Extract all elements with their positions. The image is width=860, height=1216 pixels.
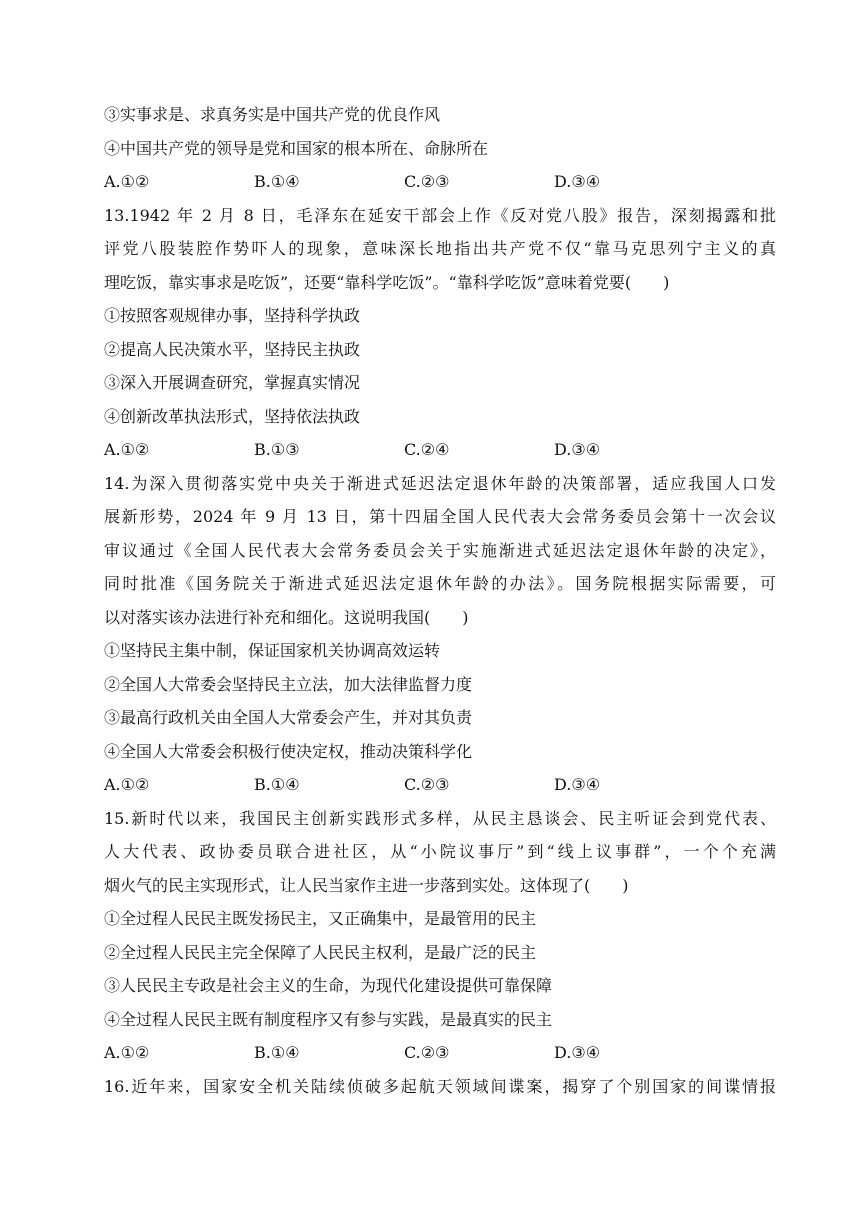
question-stem-line: 14.为深入贯彻落实党中央关于渐进式延迟法定退休年龄的决策部署，适应我国人口发	[104, 473, 776, 493]
statement: ③深入开展调查研究，掌握真实情况	[104, 373, 361, 392]
statement: ④全过程人民民主既有制度程序又有参与实践，是最真实的民主	[104, 1009, 553, 1029]
option-a: A.①②	[104, 172, 150, 191]
option-c: C.②③	[404, 1043, 450, 1062]
statement: ③实事求是、求真务实是中国共产党的优良作风	[104, 105, 441, 124]
option-a: A.①②	[104, 440, 150, 459]
question-stem-line: 13.1942 年 2 月 8 日，毛泽东在延安干部会上作《反对党八股》报告，深刻揭露和批	[104, 205, 776, 225]
option-d: D.③④	[554, 1043, 601, 1062]
question-stem-line: 烟火气的民主实现形式，让人民当家作主进一步落到实处。这体现了( )	[104, 875, 629, 895]
option-a: A.①②	[104, 1043, 150, 1062]
option-d: D.③④	[554, 775, 601, 794]
question-stem-line: 评党八股装腔作势吓人的现象，意味深长地指出共产党不仅“靠马克思列宁主义的真	[104, 239, 776, 258]
statement: ②全国人大常委会坚持民主立法，加大法律监督力度	[104, 674, 473, 694]
statement: ①全过程人民民主既发扬民主，又正确集中，是最管用的民主	[104, 909, 537, 928]
option-b: B.①③	[254, 440, 300, 459]
statement: ②全过程人民民主完全保障了人民民主权利，是最广泛的民主	[104, 942, 537, 962]
option-b: B.①④	[254, 1043, 300, 1062]
question-stem-line: 以对落实该办法进行补充和细化。这说明我国( )	[104, 607, 469, 627]
question-12-tail	[104, 98, 776, 199]
question-stem-line: 15.新时代以来，我国民主创新实践形式多样，从民主恳谈会、民主听证会到党代表、	[104, 808, 776, 828]
answer-options	[104, 433, 776, 467]
answer-options	[104, 1036, 776, 1070]
question-stem-line: 人大代表、政协委员联合进社区，从“小院议事厅”到“线上议事群”，一个个充满	[104, 842, 776, 861]
option-c: C.②④	[404, 440, 450, 459]
statement: ④全国人大常委会积极行使决定权，推动决策科学化	[104, 741, 473, 761]
answer-options	[104, 768, 776, 802]
statement: ④中国共产党的领导是党和国家的根本所在、命脉所在	[104, 138, 489, 158]
statement: ①按照客观规律办事，坚持科学执政	[104, 306, 361, 325]
option-c: C.②③	[404, 172, 450, 191]
question-stem-line: 审议通过《全国人民代表大会常务委员会关于实施渐进式延迟法定退休年龄的决定》，	[104, 540, 776, 560]
statement: ③人民民主专政是社会主义的生命，为现代化建设提供可靠保障	[104, 976, 553, 995]
option-a: A.①②	[104, 775, 150, 794]
statement: ④创新改革执法形式，坚持依法执政	[104, 406, 361, 426]
question-stem-line: 展新形势，2024 年 9 月 13 日，第十四届全国人民代表大会常务委员会第十一次会议	[104, 507, 776, 526]
statement: ③最高行政机关由全国人大常委会产生，并对其负责	[104, 708, 473, 727]
question-14	[104, 467, 776, 802]
question-15	[104, 802, 776, 1070]
option-b: B.①④	[254, 775, 300, 794]
question-16	[104, 1070, 776, 1104]
statement: ①坚持民主集中制，保证国家机关协调高效运转	[104, 641, 441, 660]
question-stem-line: 同时批准《国务院关于渐进式延迟法定退休年龄的办法》。国务院根据实际需要，可	[104, 574, 776, 593]
statement: ②提高人民决策水平，坚持民主执政	[104, 339, 361, 359]
question-stem-line: 理吃饭，靠实事求是吃饭”，还要“靠科学吃饭”。“靠科学吃饭”意味着党要( )	[104, 272, 670, 292]
option-c: C.②③	[404, 775, 450, 794]
option-b: B.①④	[254, 172, 300, 191]
answer-options	[104, 165, 776, 199]
option-d: D.③④	[554, 440, 601, 459]
exam-page	[104, 98, 776, 1103]
question-13	[104, 199, 776, 467]
option-d: D.③④	[554, 172, 601, 191]
question-stem-line: 16.近年来，国家安全机关陆续侦破多起航天领域间谍案，揭穿了个别国家的间谍情报	[104, 1076, 776, 1096]
